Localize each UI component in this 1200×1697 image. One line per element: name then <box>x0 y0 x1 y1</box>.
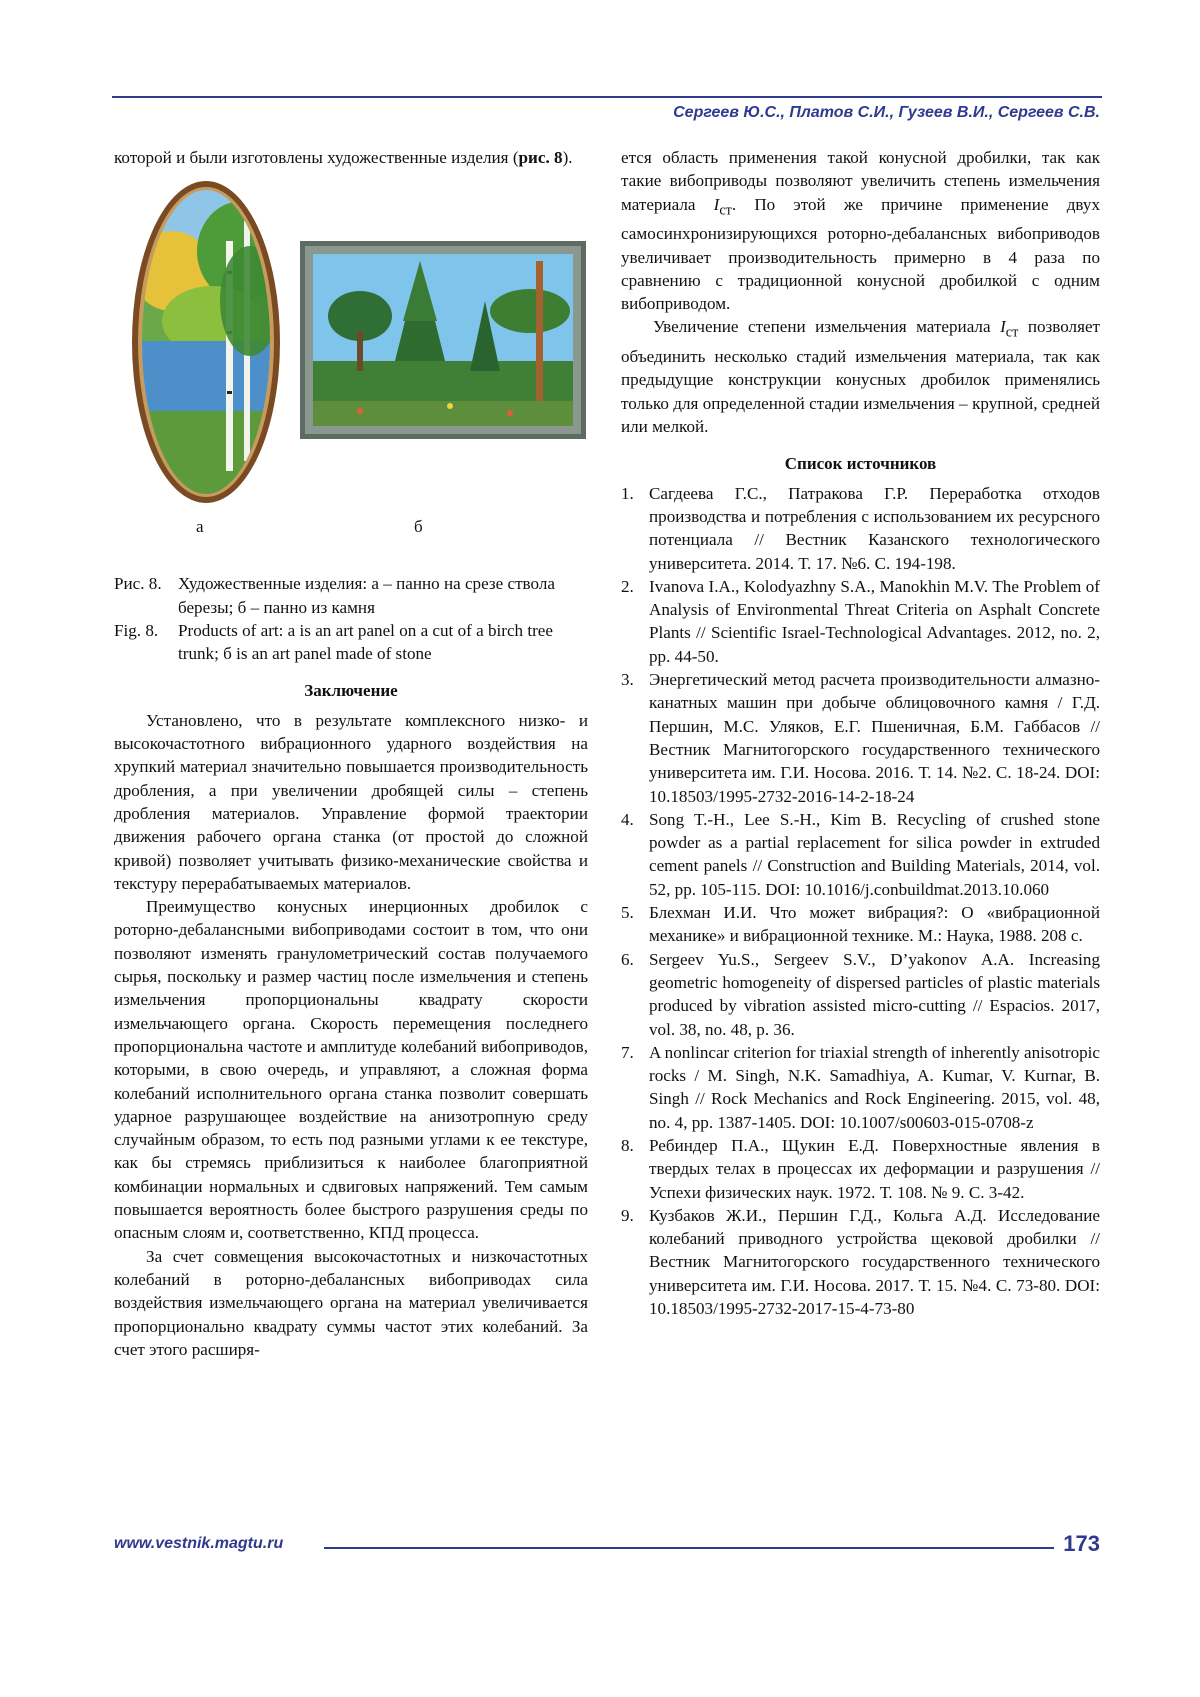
reference-item: 1. Сагдеева Г.С., Патракова Г.Р. Переработка отходов производства и потребления с использованием их ресурсного потенциала // Вестник Казанского технологического университета. 2014. Т. 17. №6. С. 194-198. <box>621 483 1100 573</box>
conclusion-paragraph-3: За счет совмещения высокочастотных и низкочастотных колебаний в роторно-дебалансных вибоприводах сила воздействия измельчающего органа на материал увеличивается пропорционально квадрату суммы частот этих колебаний. За счет этого расширя- <box>114 1246 588 1359</box>
reference-item: 2. Ivanova I.A., Kolodyazhny S.A., Manokhin M.V. The Problem of Analysis of Environmental Threat Criteria on Asphalt Concrete Plants // Scientific Israel-Technological Advantages. 2012, no. 2, pp. 44-50. <box>621 576 1100 666</box>
stone-panel-painting-image <box>300 241 586 439</box>
grinding-degree-paragraph: Увеличение степени измельчения материала $I_{ст}$ позволяет объединить несколько стадий измельчения материала, так как предыдущие конструкции конусных дробилок применялись только для определенной стадии измельчения – крупной, средней или мелкой. <box>621 317 1101 437</box>
panel-label-a: а <box>196 517 204 537</box>
journal-website-link[interactable]: www.vestnik.magtu.ru <box>114 1535 284 1552</box>
reference-item: 4. Song T.-H., Lee S.-H., Kim B. Recycling of crushed stone powder as a partial replacement for silica powder in extruded cement panels // Construction and Building Materials, 2014, vol. 52, pp. 105-115. DOI: 10.1016/j.conbuildmat.2013.10.060 <box>621 809 1100 899</box>
conclusion-paragraph-1: Установлено, что в результате комплексного низко- и высокочастотного вибрационного ударного воздействия на хрупкий материал значительно повышается производительность дробления, а при увеличении дробящей силы – степень дробления материалов. Управление формой траектории движения рабочего органа станка (от простой до сложной кривой) позволяет учитывать физико-механические свойства и текстуру перерабатываемых материалов. <box>114 710 588 893</box>
references-list <box>621 482 1100 1321</box>
conclusion-paragraph-2: Преимущество конусных инерционных дробилок с роторно-дебалансными вибоприводами состоит в том, что они позволяют изменять гранулометрический состав получаемого сырья, поскольку и размер частиц после измельчения и степень измельчения пропорциональны квадрату скорости измельчающего органа. Скорость перемещения последнего пропорциональна частоте и амплитуде колебаний вибоприводов, которыми, в свою очередь, и управляют, а сложная форма колебаний исполнительного органа станка позволит совершать ударное разрушающее воздействие на анизотропную среду случайным образом, то есть под разными углами к ее текстуре, как бы стремясь приблизиться к наиболее благоприятной комбинации нормальных и сдвиговых напряжений. Тем самым повышается вероятность более быстрого разрушения среды по опасным слоям и, соответственно, КПД процесса. <box>114 897 588 1243</box>
panel-label-b: б <box>414 517 423 537</box>
page-number: 173 <box>1063 1531 1100 1556</box>
header-rule <box>112 96 1102 98</box>
figure-reference: рис. 8 <box>518 148 563 167</box>
references-heading: Список источников <box>784 454 937 474</box>
birch-slice-painting-image <box>132 181 280 503</box>
conclusion-heading: Заключение <box>304 681 398 701</box>
reference-item: 8. Ребиндер П.А., Щукин Е.Д. Поверхностные явления в твердых телах в процессах их деформации и разрушения // Успехи физических наук. 1972. Т. 108. № 9. С. 3-42. <box>621 1135 1100 1202</box>
intro-paragraph: которой и были изготовлены художественные изделия (рис. 8). <box>114 148 573 167</box>
figure-caption-en: Fig. 8. Products of art: a is an art panel on a cut of a birch tree trunk; б is an art panel made of stone <box>114 620 553 664</box>
reference-item: 9. Кузбаков Ж.И., Першин Г.Д., Кольга А.Д. Исследование колебаний приводного устройства щековой дробилки // Вестник Магнитогорского государственного технического университета им. Г.И. Носова. 2017. Т. 15. №4. С. 73-80. DOI: 10.18503/1995-2732-2017-15-4-73-80 <box>621 1205 1100 1319</box>
reference-item: 3. Энергетический метод расчета производительности алмазно-канатных машин при добыче облицовочного камня / Г.Д. Першин, М.С. Уляков, Е.Г. Пшеничная, Б.М. Габбасов // Вестник Магнитогорского государственного технического университета им. Г.И. Носова. 2016. Т. 14. №2. С. 18-24. DOI: 10.18503/1995-2732-2016-14-2-18-24 <box>621 670 1100 806</box>
left-column <box>114 146 588 1361</box>
reference-item: 7. A nonlincar criterion for triaxial strength of inherently anisotropic rocks / M. Singh, N.K. Samadhiya, A. Kumar, V. Kurnar, B. Singh // Rock Mechanics and Rock Engineering. 2015, vol. 48, no. 4, pp. 1387-1405. DOI: 10.1007/s00603-015-0708-z <box>621 1042 1100 1132</box>
figure-8 <box>114 175 588 572</box>
page-footer <box>114 1531 1100 1561</box>
reference-item: 6. Sergeev Yu.S., Sergeev S.V., D’yakonov A.A. Increasing geometric homogeneity of dispersed particles of plastic materials produced by vibration assisted micro-cutting // Espacios. 2017, vol. 38, no. 48, p. 36. <box>621 949 1100 1039</box>
right-column <box>621 146 1100 1320</box>
footer-rule <box>324 1547 1054 1549</box>
continuation-paragraph: ется область применения такой конусной дробилки, так как такие вибоприводы позволяют увеличить степень измельчения материала $I_{ст}$. По этой же причине применение двух самосинхронизирующихся роторно-дебалансных вибоприводов увеличивает производительность примерно в 4 раза по сравнению с традиционной конусной дробилкой с одним вибоприводом. <box>621 148 1100 314</box>
running-head-authors: Сергеев Ю.С., Платов С.И., Гузеев В.И., Сергеев С.В. <box>673 104 1100 121</box>
figure-caption-ru: Рис. 8. Художественные изделия: а – панно на срезе ствола березы; б – панно из камня <box>114 574 555 617</box>
reference-item: 5. Блехман И.И. Что может вибрация?: О «вибрационной механике» и вибрационной технике. М.: Наука, 1988. 208 с. <box>621 903 1100 946</box>
